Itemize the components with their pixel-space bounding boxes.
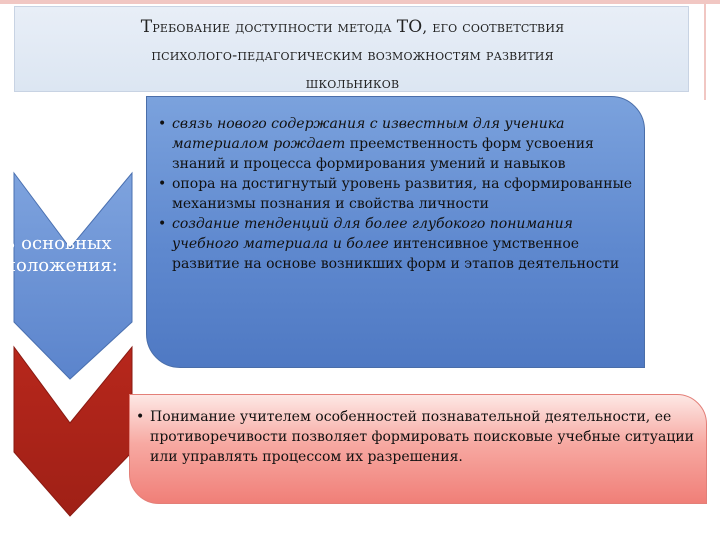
title-word-end: , его соответствия xyxy=(422,18,565,36)
title-to: ТО xyxy=(396,17,423,37)
bullet-normal-text: опора на достигнутый уровень развития, на сформированные механизмы познания и свойства личности xyxy=(172,176,633,212)
bullet-dot: • xyxy=(158,216,167,232)
bullet-body xyxy=(172,214,636,274)
red-bullet-1 xyxy=(136,407,696,467)
left-chevron-label xyxy=(4,233,138,277)
title-word-1: ребование xyxy=(152,18,231,36)
title-initial: Т xyxy=(140,17,153,37)
bullet-dot: • xyxy=(136,409,145,425)
bullet-body: Понимание учителем особенностей познавательной деятельности, ее противоречивости позволяет формировать поисковые учебные ситуации или управлять процессом их разрешения. xyxy=(150,409,694,465)
bullet-italic-text: связь нового содержания с известным для ученика материалом рождает xyxy=(172,116,565,152)
title-line-2: психолого-педагогическим возможностям развития xyxy=(151,46,554,64)
bullet-body xyxy=(172,114,636,174)
blue-bullet-1 xyxy=(158,114,636,174)
bullet-dot: • xyxy=(158,176,167,192)
left-label-line-2: положения: xyxy=(4,255,118,276)
bullet-normal-text: преемственность форм усвоения знаний и процесса формирования умений и навыков xyxy=(172,136,594,172)
left-label-line-1: 3 основных xyxy=(4,233,112,254)
red-box-text xyxy=(136,407,696,467)
blue-bullet-3 xyxy=(158,214,636,274)
bullet-italic-text: создание тенденций для более глубокого понимания учебного материала и более xyxy=(172,216,573,252)
blue-bullet-2 xyxy=(158,174,636,214)
title-line-3: школьников xyxy=(305,74,400,92)
bullet-normal-text: интенсивное умственное развитие на основе возникших форм и этапов деятельности xyxy=(172,236,620,272)
blue-box-text xyxy=(158,114,636,274)
title-word-2: доступности метода xyxy=(230,18,397,36)
bullet-dot: • xyxy=(158,116,167,132)
bullet-body xyxy=(172,174,636,214)
